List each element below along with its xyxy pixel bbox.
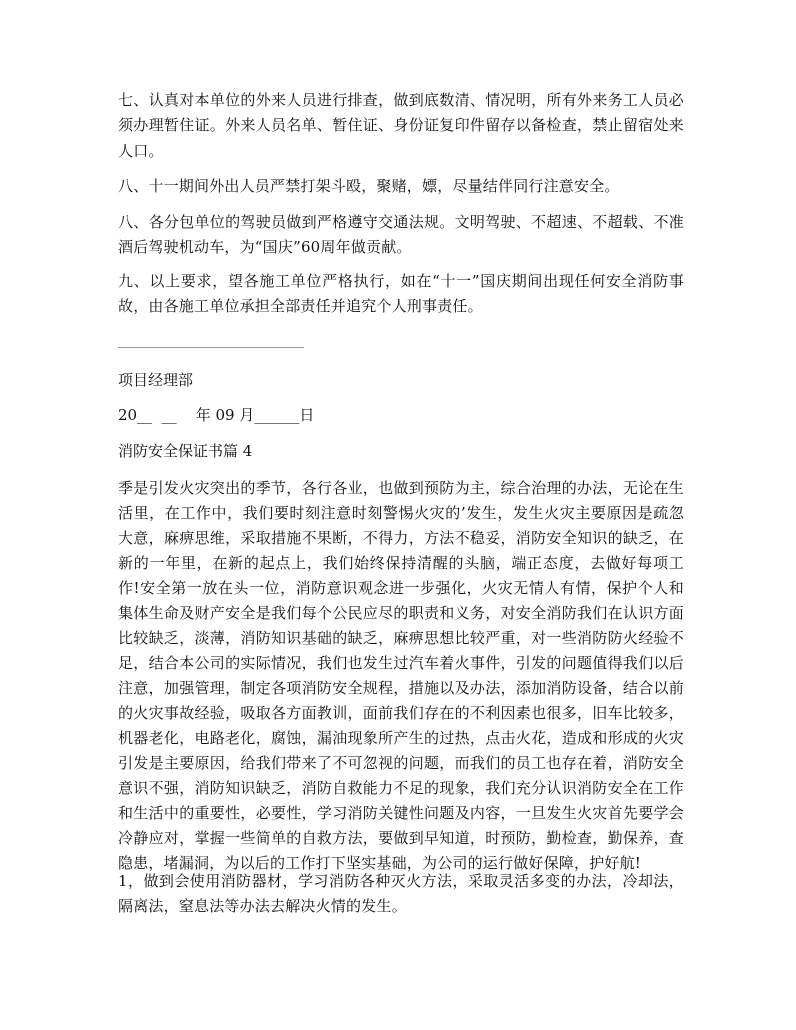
paragraph-item-1: 1，做到会使用消防器材，学习消防各种灭火方法，采取灵活多变的办法，冷却法，隔离法，窒息法等办法去解决火情的发生。 [118, 872, 684, 916]
signature-department: 项目经理部 [118, 371, 194, 389]
body-paragraph-main: 季是引发火灾突出的季节，各行各业，也做到预防为主，综合治理的办法，无论在生活里，在工作中，我们要时刻注意时刻警惕火灾的’发生，发生火灾主要原因是疏忽大意，麻痹思维，采取措施不果断，不得力，方法不稳妥，消防安全知识的缺乏，在新的一年里，在新的起点上，我们始终保持清醒的头脑，端正态度，去做好每项工作!安全第一放在头一位，消防意识观念进一步强化，火灾无情人有情，保护个人和集体生命及财产安全是我们每个公民应尽的职责和义务，对安全消防我们在认识方面比较缺乏，淡薄，消防知识基础的缺乏，麻痹思想比较严重，对一些消防防火经验不足，结合本公司的实际情况，我们也发生过汽车着火事件，引发的问题值得我们以后注意，加强管理，制定各项消防安全规程，措施以及办法，添加消防设备，结合以前的火灾事故经验，吸取各方面教训，面前我们存在的不利因素也很多，旧车比较多，机器老化，电路老化，腐蚀，漏油现象所产生的过热，点击火花，造成和形成的火灾引发是主要原因，给我们带来了不可忽视的问题，而我们的员工也存在着，消防安全意识不强，消防知识缺乏，消防自救能力不足的现象，我们充分认识消防安全在工作和生活中的重要性，必要性，学习消防关键性问题及内容，一旦发生火灾首先要学会冷静应对，掌握一些简单的自救方法，要做到早知道，时预防，勤检查，勤保养，查隐患，堵漏洞，为以后的工作打下坚实基础，为公司的运行做好保障，护好航! [118, 479, 684, 872]
section-title: 消防安全保证书篇 4 [118, 442, 253, 460]
paragraph-item-8b: 八、各分包单位的驾驶员做到严格遵守交通法规。文明驾驶、不超速、不超载、不准酒后驾驶机动车，为“国庆”60周年做贡献。 [118, 213, 684, 257]
date-line: 20__ __ 年 09 月______日 [118, 406, 315, 424]
divider-line [118, 347, 304, 348]
paragraph-item-7: 七、认真对本单位的外来人员进行排查，做到底数清、情况明，所有外来务工人员必须办理暂住证。外来人员名单、暂住证、身份证复印件留存以备检查，禁止留宿处来人口。 [118, 91, 684, 160]
paragraph-item-8a: 八、十一期间外出人员严禁打架斗殴，聚赌，嫖，尽量结伴同行注意安全。 [118, 177, 620, 195]
paragraph-item-9: 九、以上要求，望各施工单位严格执行，如在“十一”国庆期间出现任何安全消防事故，由各施工单位承担全部责任并追究个人刑事责任。 [118, 272, 684, 316]
